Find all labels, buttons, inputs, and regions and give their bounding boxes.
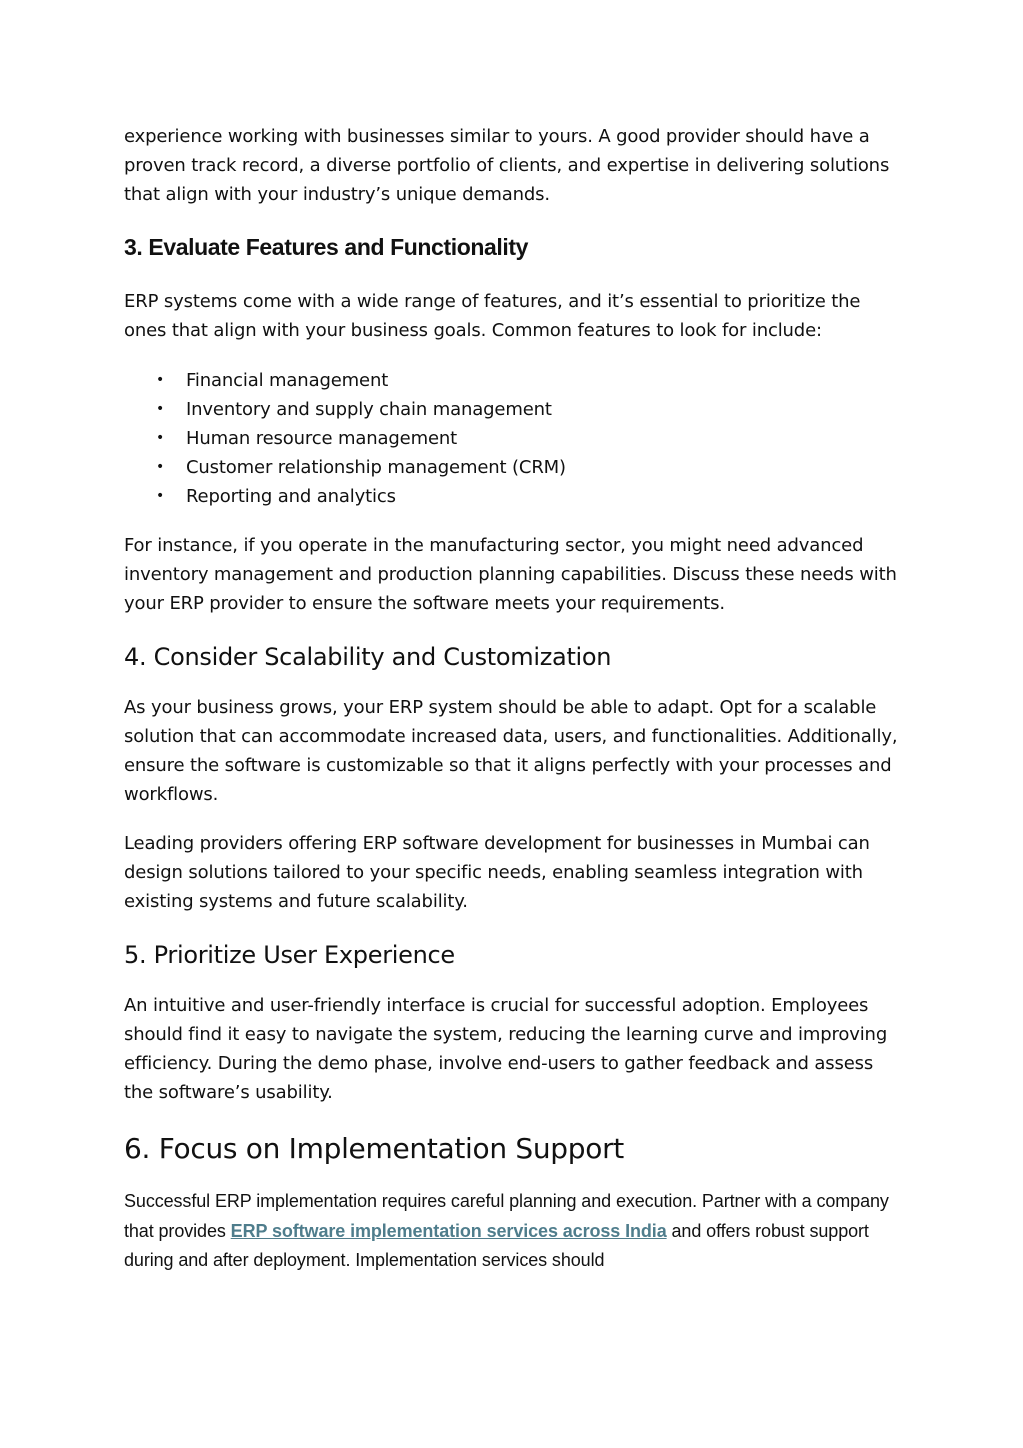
list-item	[156, 366, 904, 395]
section-4-heading: 4. Consider Scalability and Customization	[124, 643, 612, 671]
list-item	[156, 395, 904, 424]
bullet-icon: •	[156, 372, 165, 388]
section-4-paragraph-1: As your business grows, your ERP system should be able to adapt. Opt for a scalable solution that can accommodate increased data, users, and functionalities. Additionally, ensure the software is customizable so that it aligns perfectly with your processes and workflows.	[124, 697, 898, 805]
document-page	[124, 122, 904, 1276]
list-item-label: Financial management	[186, 370, 389, 391]
list-item-label: Inventory and supply chain management	[186, 399, 552, 420]
section-5-paragraph: An intuitive and user-friendly interface is crucial for successful adoption. Employees should find it easy to navigate the system, reducing the learning curve and improving efficiency. During the demo phase, involve end-users to gather feedback and assess the software’s usability.	[124, 995, 888, 1103]
section-3-heading: 3. Evaluate Features and Functionality	[124, 234, 529, 260]
section-6-paragraph	[124, 1187, 904, 1276]
list-item	[156, 453, 904, 482]
list-item	[156, 482, 904, 511]
section-4-paragraph-2: Leading providers offering ERP software development for businesses in Mumbai can design solutions tailored to your specific needs, enabling seamless integration with existing systems and future scalability.	[124, 833, 870, 912]
section-6-heading: 6. Focus on Implementation Support	[124, 1132, 624, 1165]
section-6-text-after-link: and offers robust support during and after deployment. Implementation services should	[124, 1220, 869, 1270]
erp-implementation-services-link[interactable]: ERP software implementation services across India	[230, 1220, 667, 1241]
features-list	[124, 366, 904, 511]
section-5-heading: 5. Prioritize User Experience	[124, 941, 455, 969]
intro-paragraph: experience working with businesses similar to yours. A good provider should have a proven track record, a diverse portfolio of clients, and expertise in delivering solutions that align with your industry’s unique demands.	[124, 126, 890, 205]
bullet-icon: •	[156, 430, 165, 446]
list-item-label: Reporting and analytics	[186, 486, 396, 507]
bullet-icon: •	[156, 488, 165, 504]
section-3-example: For instance, if you operate in the manufacturing sector, you might need advanced inventory management and production planning capabilities. Discuss these needs with your ERP provider to ensure the software meets your requirements.	[124, 535, 897, 614]
section-6-text-before-link: Successful ERP implementation requires careful planning and execution. Partner with a company that provides	[124, 1191, 889, 1241]
list-item	[156, 424, 904, 453]
bullet-icon: •	[156, 459, 165, 475]
list-item-label: Customer relationship management (CRM)	[186, 457, 566, 478]
bullet-icon: •	[156, 401, 165, 417]
section-3-intro: ERP systems come with a wide range of features, and it’s essential to prioritize the ones that align with your business goals. Common features to look for include:	[124, 291, 861, 341]
list-item-label: Human resource management	[186, 428, 458, 449]
